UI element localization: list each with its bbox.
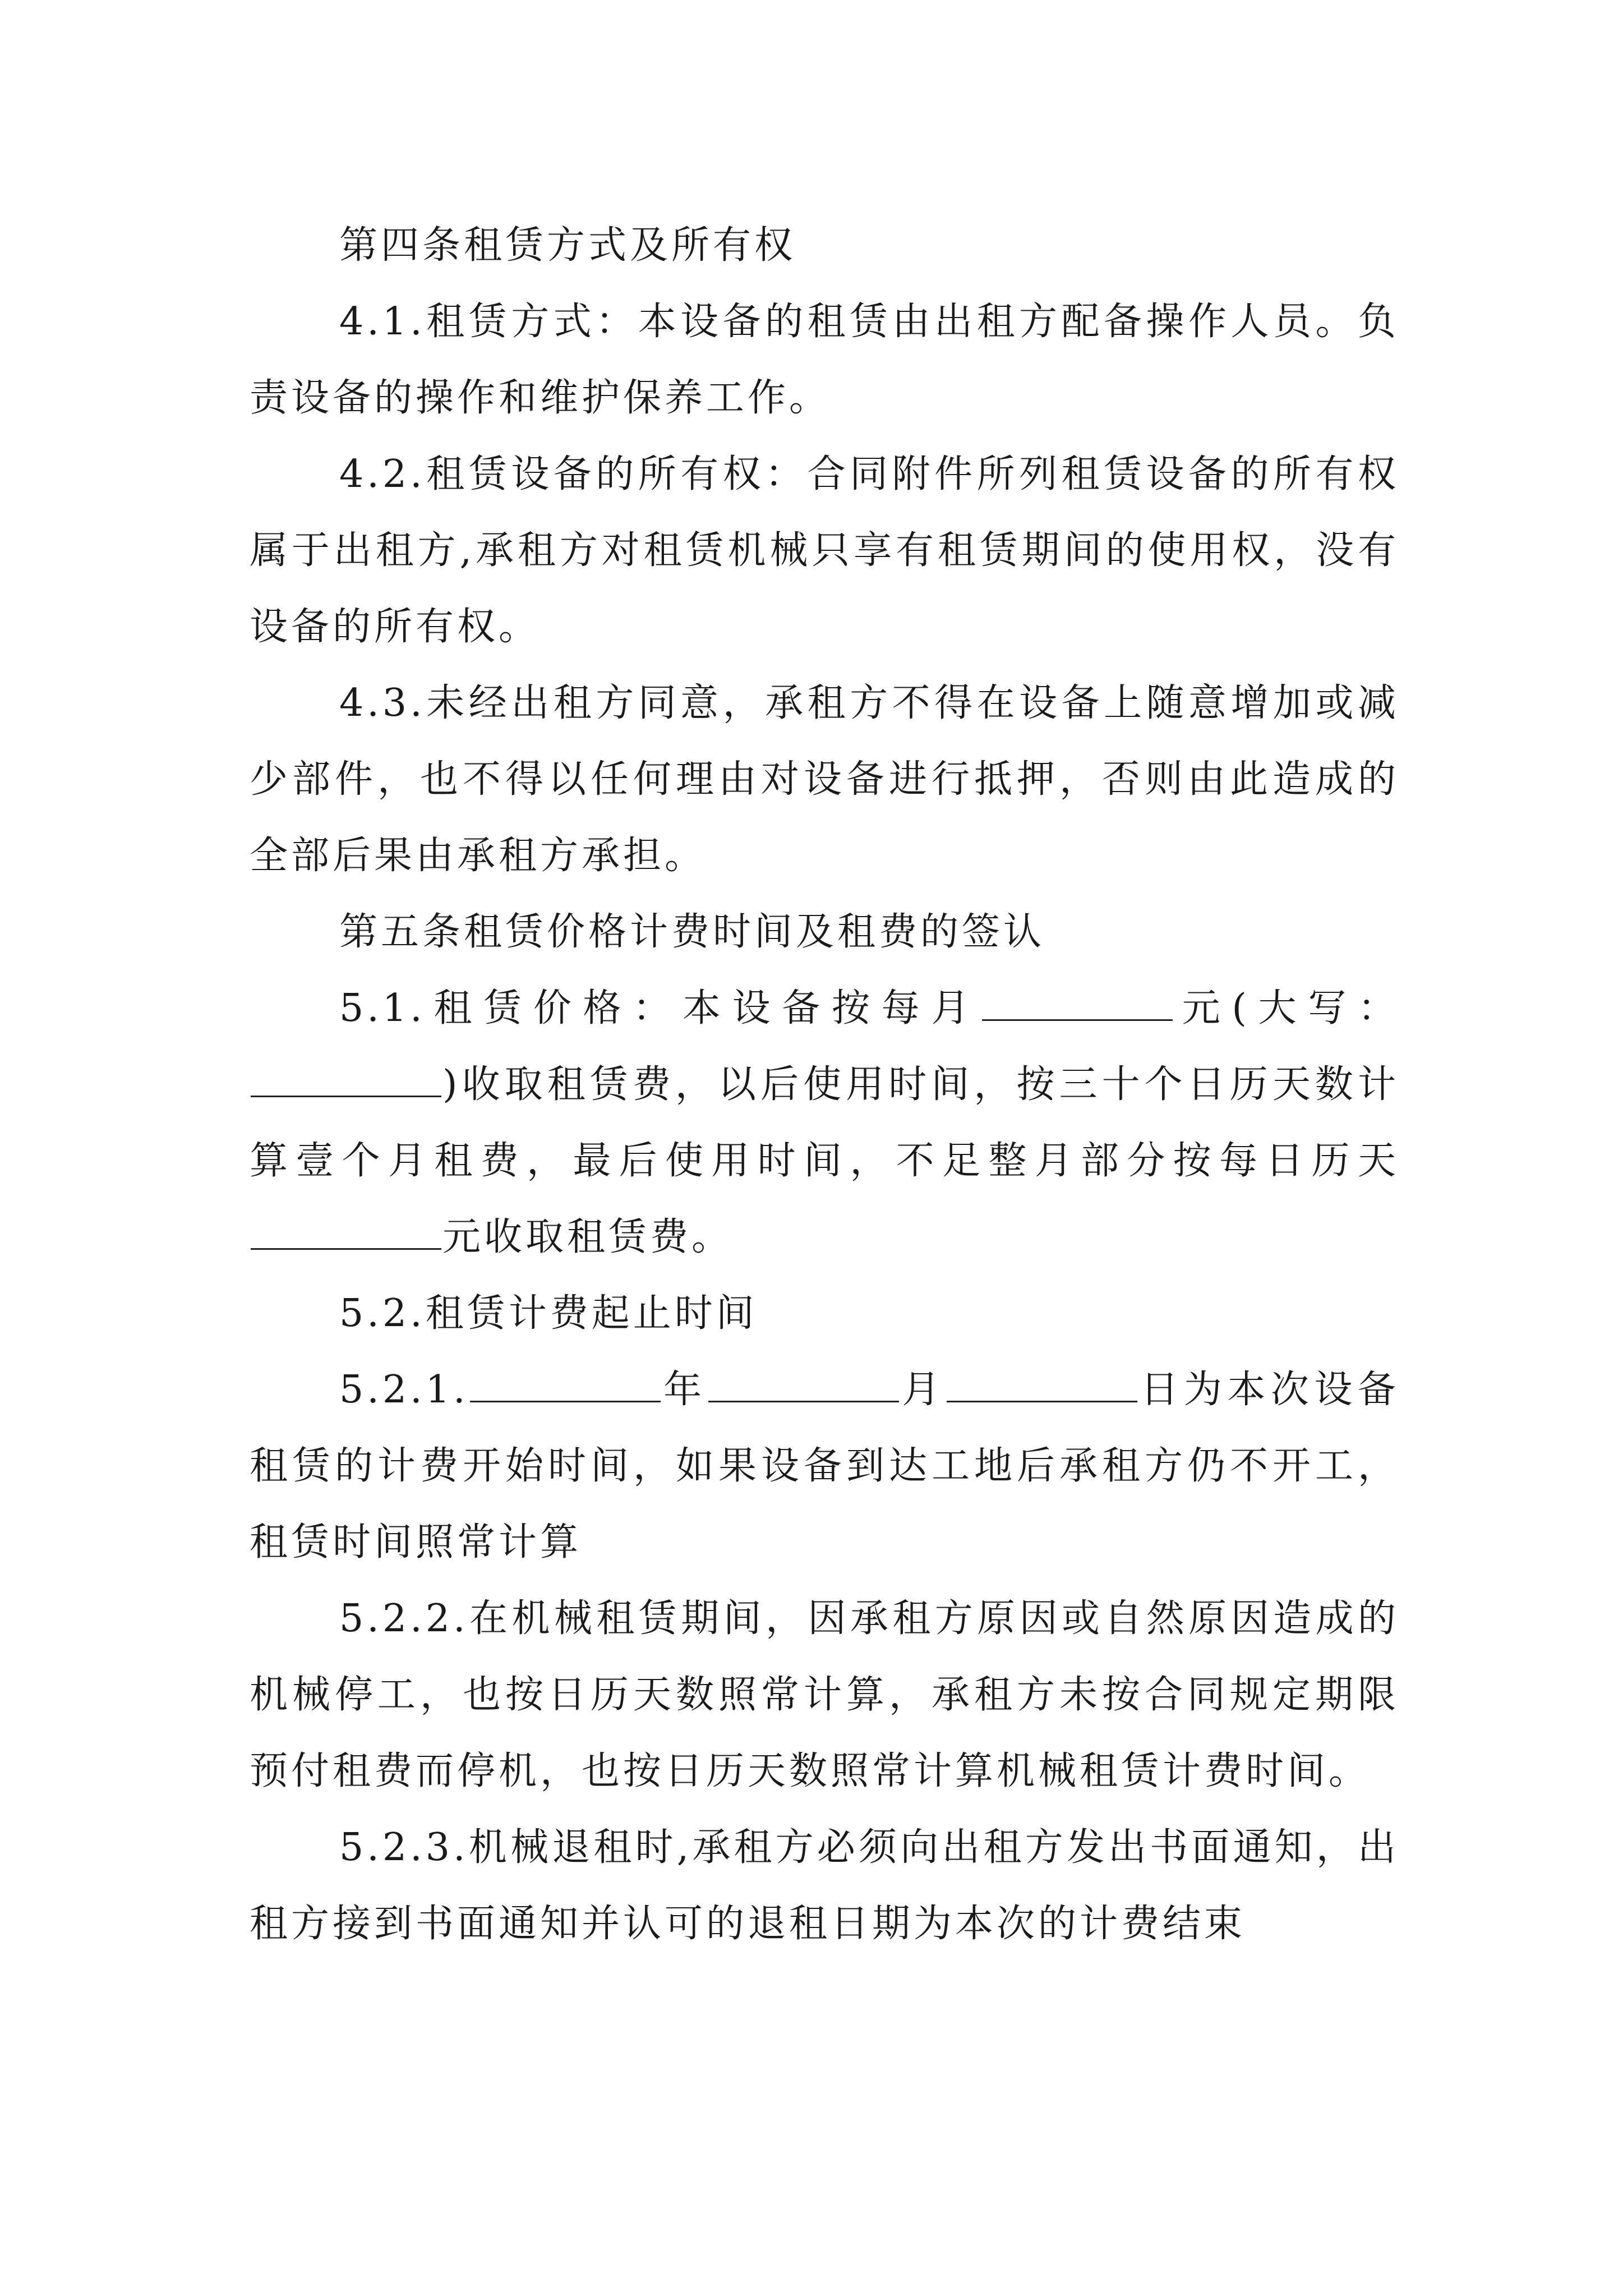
- clause-4-3: 4.3.未经出租方同意，承租方不得在设备上随意增加或减少部件，也不得以任何理由对设备进行抵押，否则由此造成的全部后果由承租方承担。: [250, 681, 1399, 878]
- monthly-rent-blank: [982, 981, 1173, 1021]
- clause-5-2-3: 5.2.3.机械退租时,承租方必须向出租方发出书面通知，出租方接到书面通知并认可的退租日期为本次的计费结束: [250, 1825, 1399, 1946]
- article-5-title: 第五条租赁价格计费时间及租费的签认: [339, 910, 1045, 954]
- clause-5-1-text-3: )收取租赁费，以后使用时间，按三十个日历天数计算壹个月租费，最后使用时间，不足整月部分按每日历天: [250, 1062, 1399, 1183]
- day-blank: [947, 1363, 1137, 1402]
- year-blank: [470, 1363, 661, 1402]
- clause-4-1: 4.1.租赁方式：本设备的租赁由出租方配备操作人员。负责设备的操作和维护保养工作。: [250, 300, 1399, 420]
- clause-5-2-1-number: 5.2.1.: [339, 1368, 469, 1412]
- clause-5-2-1-text: 日为本次设备租赁的计费开始时间，如果设备到达工地后承租方仍不开工，租赁时间照常计算: [250, 1368, 1399, 1565]
- article-4-title: 第四条租赁方式及所有权: [339, 223, 796, 268]
- clause-5-2-2: 5.2.2.在机械租赁期间，因承租方原因或自然原因造成的机械停工，也按日历天数照常计算，承租方未按合同规定期限预付租费而停机，也按日历天数照常计算机械租赁计费时间。: [250, 1596, 1399, 1793]
- clause-4-2: 4.2.租赁设备的所有权：合同附件所列租赁设备的所有权属于出租方,承租方对租赁机械只享有租赁期间的使用权，没有设备的所有权。: [250, 452, 1399, 649]
- clause-5-1-text-2: 元(大写：: [1174, 986, 1400, 1030]
- clause-5-2-1: [250, 1352, 1399, 1581]
- clause-5-1-text-4: 元收取租赁费。: [442, 1215, 734, 1259]
- year-label: 年: [661, 1368, 707, 1412]
- clause-5-1: [250, 970, 1399, 1276]
- daily-rent-blank: [251, 1210, 441, 1250]
- clause-5-2: 5.2.租赁计费起止时间: [339, 1291, 758, 1336]
- month-label: 月: [900, 1368, 946, 1412]
- amount-in-words-blank: [251, 1057, 441, 1097]
- clause-5-1-text-1: 5.1.租赁价格：本设备按每月: [339, 986, 981, 1030]
- month-blank: [708, 1363, 899, 1402]
- document-body: [250, 208, 1399, 1962]
